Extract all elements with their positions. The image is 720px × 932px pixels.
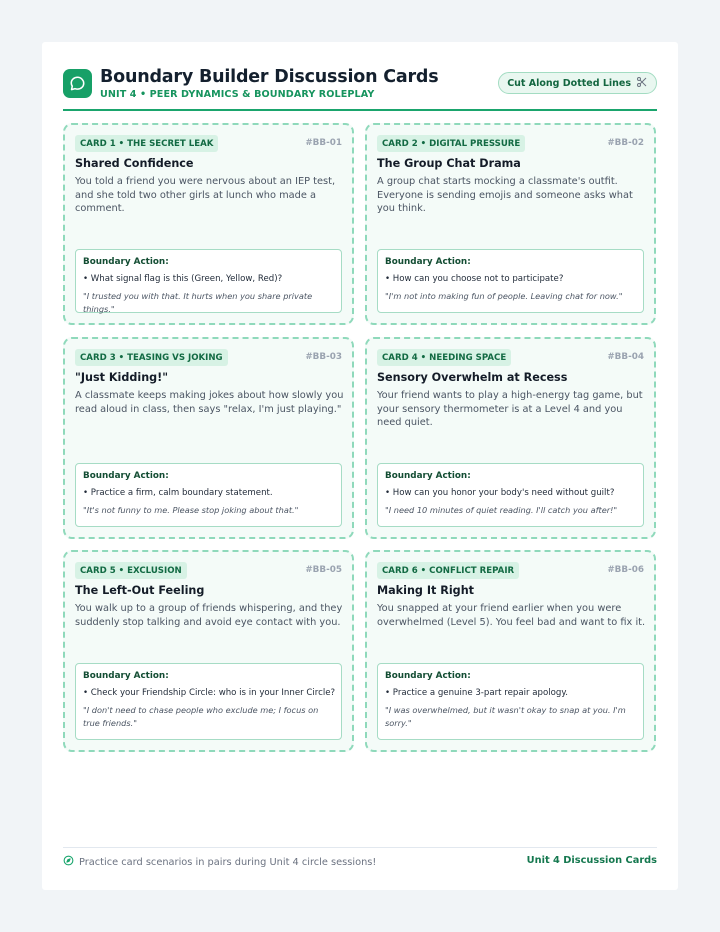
card-tag: CARD 2 • DIGITAL PRESSURE [377, 135, 525, 152]
discussion-card-5 [63, 550, 354, 752]
card-title: The Group Chat Drama [377, 157, 521, 170]
card-description: A group chat starts mocking a classmate's outfit. Everyone is sending emojis and someone asks what you think. [377, 176, 633, 215]
action-quote: "I need 10 minutes of quiet reading. I'll catch you after!" [385, 505, 618, 515]
page-header [63, 67, 657, 113]
footer-label: Unit 4 Discussion Cards [526, 855, 657, 866]
footer-divider [63, 847, 657, 848]
card-description: You snapped at your friend earlier when you were overwhelmed (Level 5). You feel bad and want to fix it. [377, 603, 646, 628]
card-title: The Left-Out Feeling [75, 584, 205, 597]
boundary-action-box [377, 249, 644, 313]
boundary-action-box [75, 463, 342, 527]
action-label: Boundary Action: [385, 257, 471, 267]
action-label: Boundary Action: [385, 671, 471, 681]
page-subtitle: UNIT 4 • PEER DYNAMICS & BOUNDARY ROLEPLAY [100, 89, 375, 100]
action-quote: "I was overwhelmed, but it wasn't okay to snap at you. I'm sorry." [385, 705, 626, 728]
cut-badge-label: Cut Along Dotted Lines [507, 77, 631, 89]
boundary-action-box [75, 249, 342, 313]
action-label: Boundary Action: [83, 471, 169, 481]
discussion-card-1 [63, 123, 354, 325]
card-description: A classmate keeps making jokes about how slowly you read aloud in class, then says "relax, I'm just playing." [75, 390, 344, 415]
card-description: You told a friend you were nervous about an IEP test, and she told two other girls at lunch who made a comment. [75, 176, 336, 215]
cut-instructions-badge [498, 72, 657, 94]
card-description: Your friend wants to play a high-energy tag game, but your sensory thermometer is at a Level 4 and you need quiet. [377, 390, 643, 429]
boundary-action-box [377, 663, 644, 740]
card-code: #BB-02 [607, 138, 644, 148]
action-prompt: • Practice a genuine 3-part repair apology. [385, 688, 568, 698]
action-label: Boundary Action: [83, 671, 169, 681]
card-title: Sensory Overwhelm at Recess [377, 371, 568, 384]
card-code: #BB-01 [305, 138, 342, 148]
action-label: Boundary Action: [385, 471, 471, 481]
page-title: Boundary Builder Discussion Cards [100, 67, 439, 87]
compass-icon [63, 855, 74, 869]
action-prompt: • How can you honor your body's need without guilt? [385, 488, 615, 498]
discussion-card-3 [63, 337, 354, 539]
action-prompt: • What signal flag is this (Green, Yellow, Red)? [83, 274, 283, 284]
card-tag: CARD 6 • CONFLICT REPAIR [377, 562, 519, 579]
action-quote: "I trusted you with that. It hurts when you share private things." [83, 291, 313, 314]
card-tag: CARD 5 • EXCLUSION [75, 562, 187, 579]
chat-bubble-icon [63, 69, 92, 98]
card-title: Shared Confidence [75, 157, 194, 170]
card-tag: CARD 1 • THE SECRET LEAK [75, 135, 218, 152]
action-quote: "I'm not into making fun of people. Leaving chat for now." [385, 291, 623, 301]
card-code: #BB-03 [305, 352, 342, 362]
card-code: #BB-05 [305, 565, 342, 575]
action-quote: "I don't need to chase people who exclude me; I focus on true friends." [83, 705, 319, 728]
footer-note-text: Practice card scenarios in pairs during Unit 4 circle sessions! [79, 856, 377, 868]
action-prompt: • Practice a firm, calm boundary statement. [83, 488, 273, 498]
action-prompt: • Check your Friendship Circle: who is in your Inner Circle? [83, 688, 336, 698]
scissors-icon [636, 76, 648, 91]
discussion-card-4 [365, 337, 656, 539]
discussion-card-6 [365, 550, 656, 752]
card-description: You walk up to a group of friends whispering, and they suddenly stop talking and avoid eye contact with you. [75, 603, 343, 628]
boundary-action-box [377, 463, 644, 527]
action-prompt: • How can you choose not to participate? [385, 274, 564, 284]
action-quote: "It's not funny to me. Please stop joking about that." [83, 505, 299, 515]
card-tag: CARD 4 • NEEDING SPACE [377, 349, 511, 366]
boundary-action-box [75, 663, 342, 740]
card-tag: CARD 3 • TEASING VS JOKING [75, 349, 228, 366]
worksheet-page [42, 42, 678, 890]
header-divider [63, 109, 657, 111]
card-code: #BB-06 [607, 565, 644, 575]
discussion-card-2 [365, 123, 656, 325]
action-label: Boundary Action: [83, 257, 169, 267]
card-title: "Just Kidding!" [75, 371, 169, 384]
footer-note [63, 855, 376, 869]
card-title: Making It Right [377, 584, 475, 597]
card-code: #BB-04 [607, 352, 644, 362]
